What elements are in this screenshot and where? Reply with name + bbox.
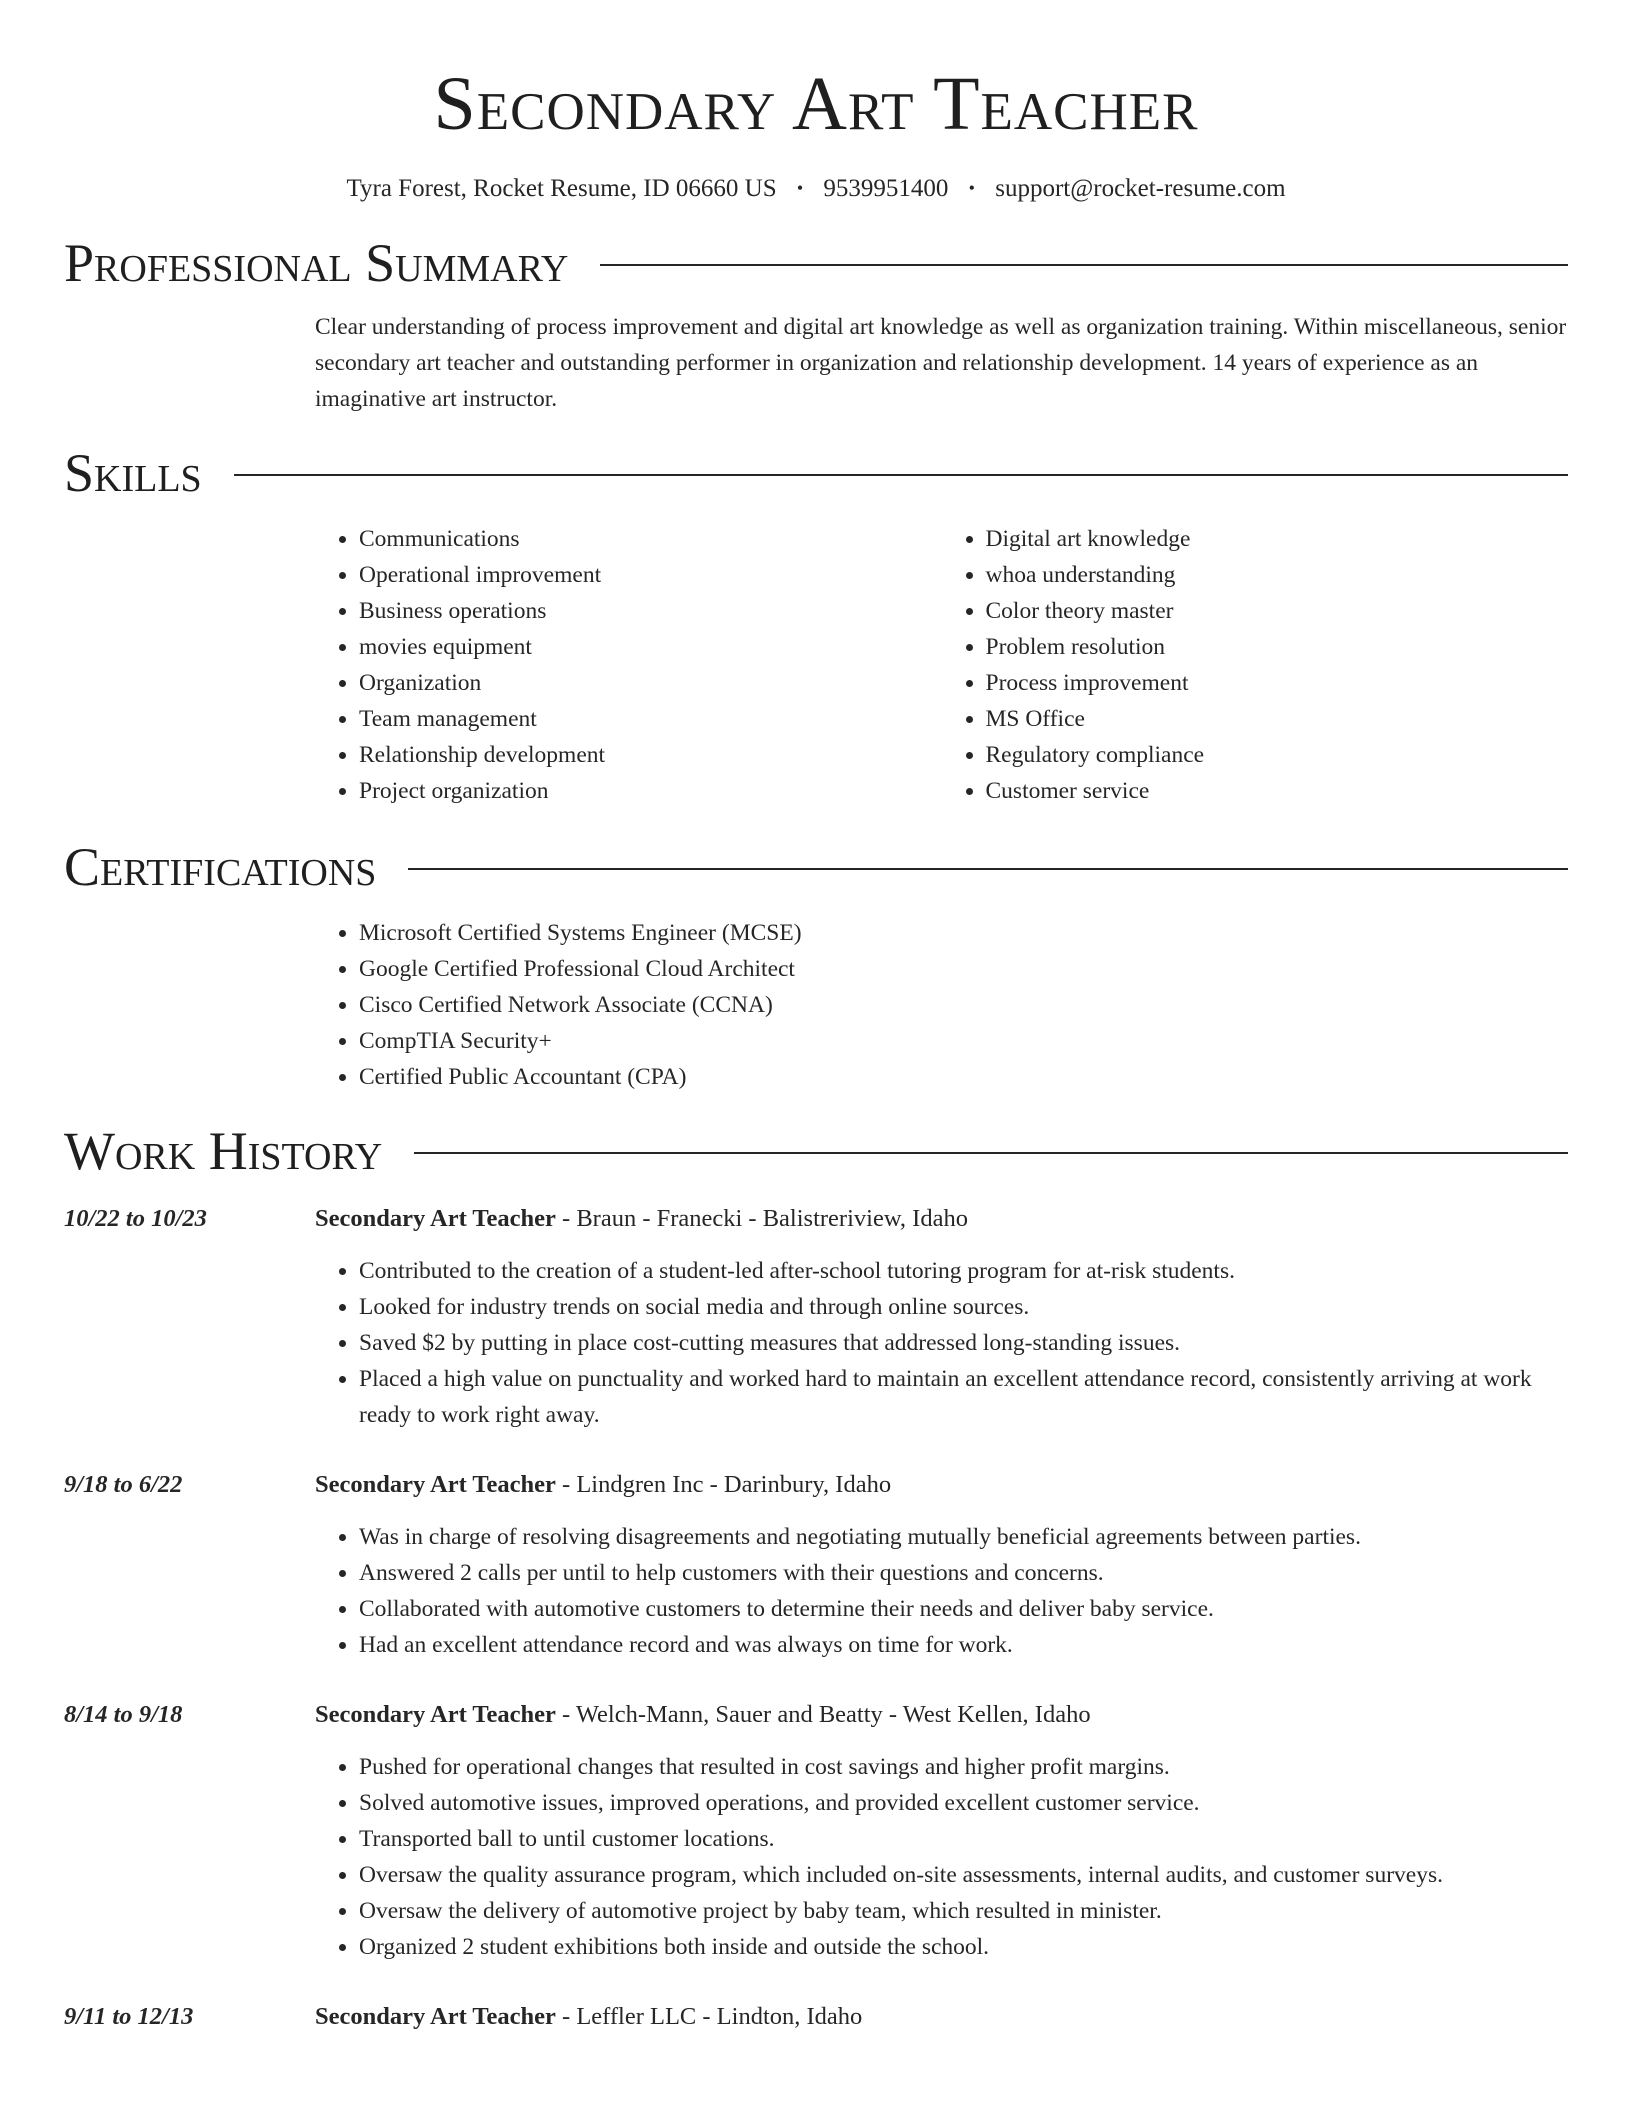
job-entry (64, 1467, 1568, 1663)
job-entry (64, 1999, 1568, 2035)
list-item: • Placed a high value on punctuality and worked hard to maintain an excellent attendance record, consistently arriving at work ready to work right away. (359, 1361, 1568, 1433)
list-item: • Digital art knowledge (986, 521, 1569, 557)
list-item: • Communications (359, 521, 942, 557)
list-item: • Looked for industry trends on social media and through online sources. (359, 1289, 1568, 1325)
list-item: • Contributed to the creation of a student-led after-school tutoring program for at-risk students. (359, 1253, 1568, 1289)
list-item: • Google Certified Professional Cloud Architect (359, 951, 1568, 987)
job-bullets (315, 1253, 1568, 1433)
list-item: • Business operations (359, 593, 942, 629)
list-item: • Collaborated with automotive customers to determine their needs and deliver baby service. (359, 1591, 1568, 1627)
section-divider (414, 1152, 1568, 1154)
skills-section-header (64, 441, 1568, 505)
contact-email: support@rocket-resume.com (995, 175, 1286, 202)
work-history-section-header (64, 1119, 1568, 1183)
job-dates: 9/11 to 12/13 (64, 2003, 194, 2030)
list-item: • movies equipment (359, 629, 942, 665)
list-item: • Solved automotive issues, improved operations, and provided excellent customer service. (359, 1785, 1568, 1821)
job-entry (64, 1201, 1568, 1433)
skills-list-left (315, 521, 942, 809)
list-item: • Regulatory compliance (986, 737, 1569, 773)
skills-columns (315, 521, 1568, 809)
job-info (315, 1201, 968, 1237)
job-bullets (315, 1749, 1568, 1965)
list-item: • Oversaw the quality assurance program, which included on-site assessments, internal audits, and customer surveys. (359, 1857, 1568, 1893)
list-item: • Customer service (986, 773, 1569, 809)
list-item: • Team management (359, 701, 942, 737)
section-divider (234, 474, 1568, 476)
job-employer-location: - Lindgren Inc - Darinbury, Idaho (555, 1471, 892, 1498)
job-bullets (315, 1519, 1568, 1663)
list-item: • Operational improvement (359, 557, 942, 593)
job-dates: 10/22 to 10/23 (64, 1205, 207, 1232)
job-title: Secondary Art Teacher (315, 2003, 556, 2030)
job-entry (64, 1697, 1568, 1965)
job-title: Secondary Art Teacher (315, 1205, 556, 1232)
job-dates: 9/18 to 6/22 (64, 1471, 183, 1498)
certifications-list (315, 915, 1568, 1095)
job-info (315, 1697, 1091, 1733)
summary-text: Clear understanding of process improvement and digital art knowledge as well as organization training. Within miscellaneous, senior secondary art teacher and outstanding performer in organization and relationship development. 14 years of experience as an imaginative art instructor. (315, 314, 1567, 412)
job-header (64, 1697, 1568, 1733)
list-item: • Project organization (359, 773, 942, 809)
list-item: • Organized 2 student exhibitions both inside and outside the school. (359, 1929, 1568, 1965)
list-item: • Color theory master (986, 593, 1569, 629)
list-item: • Cisco Certified Network Associate (CCNA) (359, 987, 1568, 1023)
certifications-heading: Certifications (64, 837, 377, 897)
contact-separator: • (968, 178, 975, 198)
list-item: • Organization (359, 665, 942, 701)
list-item: • Was in charge of resolving disagreements and negotiating mutually beneficial agreements between parties. (359, 1519, 1568, 1555)
list-item: • MS Office (986, 701, 1569, 737)
list-item: • Oversaw the delivery of automotive project by baby team, which resulted in minister. (359, 1893, 1568, 1929)
list-item: • Pushed for operational changes that resulted in cost savings and higher profit margins. (359, 1749, 1568, 1785)
job-dates: 8/14 to 9/18 (64, 1701, 183, 1728)
job-info (315, 1999, 862, 2035)
contact-phone: 9539951400 (823, 175, 949, 202)
list-item: • Transported ball to until customer locations. (359, 1821, 1568, 1857)
list-item: • CompTIA Security+ (359, 1023, 1568, 1059)
work-history-list (64, 1201, 1568, 2035)
list-item: • whoa understanding (986, 557, 1569, 593)
job-employer-location: - Braun - Franecki - Balistreriview, Idaho (555, 1205, 968, 1232)
job-header (64, 1999, 1568, 2035)
job-employer-location: - Welch-Mann, Sauer and Beatty - West Kellen, Idaho (555, 1701, 1091, 1728)
list-item: • Answered 2 calls per until to help customers with their questions and concerns. (359, 1555, 1568, 1591)
list-item: • Problem resolution (986, 629, 1569, 665)
skills-list-right (942, 521, 1569, 809)
job-employer-location: - Leffler LLC - Lindton, Idaho (555, 2003, 863, 2030)
list-item: • Microsoft Certified Systems Engineer (MCSE) (359, 915, 1568, 951)
skills-heading: Skills (64, 443, 202, 503)
list-item: • Saved $2 by putting in place cost-cutting measures that addressed long-standing issues. (359, 1325, 1568, 1361)
list-item: • Process improvement (986, 665, 1569, 701)
list-item: • Certified Public Accountant (CPA) (359, 1059, 1568, 1095)
section-divider (408, 868, 1568, 870)
resume-title: Secondary Art Teacher (433, 62, 1199, 146)
job-header (64, 1201, 1568, 1237)
contact-line (64, 172, 1568, 205)
work-history-heading: Work History (64, 1121, 383, 1181)
job-title: Secondary Art Teacher (315, 1701, 556, 1728)
job-info (315, 1467, 891, 1503)
certifications-section-header (64, 835, 1568, 899)
section-divider (600, 264, 1568, 266)
contact-separator: • (796, 178, 804, 198)
list-item: • Relationship development (359, 737, 942, 773)
job-title: Secondary Art Teacher (315, 1471, 556, 1498)
summary-section-header (64, 231, 1568, 295)
summary-heading: Professional Summary (64, 233, 569, 293)
job-header (64, 1467, 1568, 1503)
resume-page (64, 0, 1568, 2035)
contact-address: Tyra Forest, Rocket Resume, ID 06660 US (346, 175, 777, 202)
list-item: • Had an excellent attendance record and was always on time for work. (359, 1627, 1568, 1663)
